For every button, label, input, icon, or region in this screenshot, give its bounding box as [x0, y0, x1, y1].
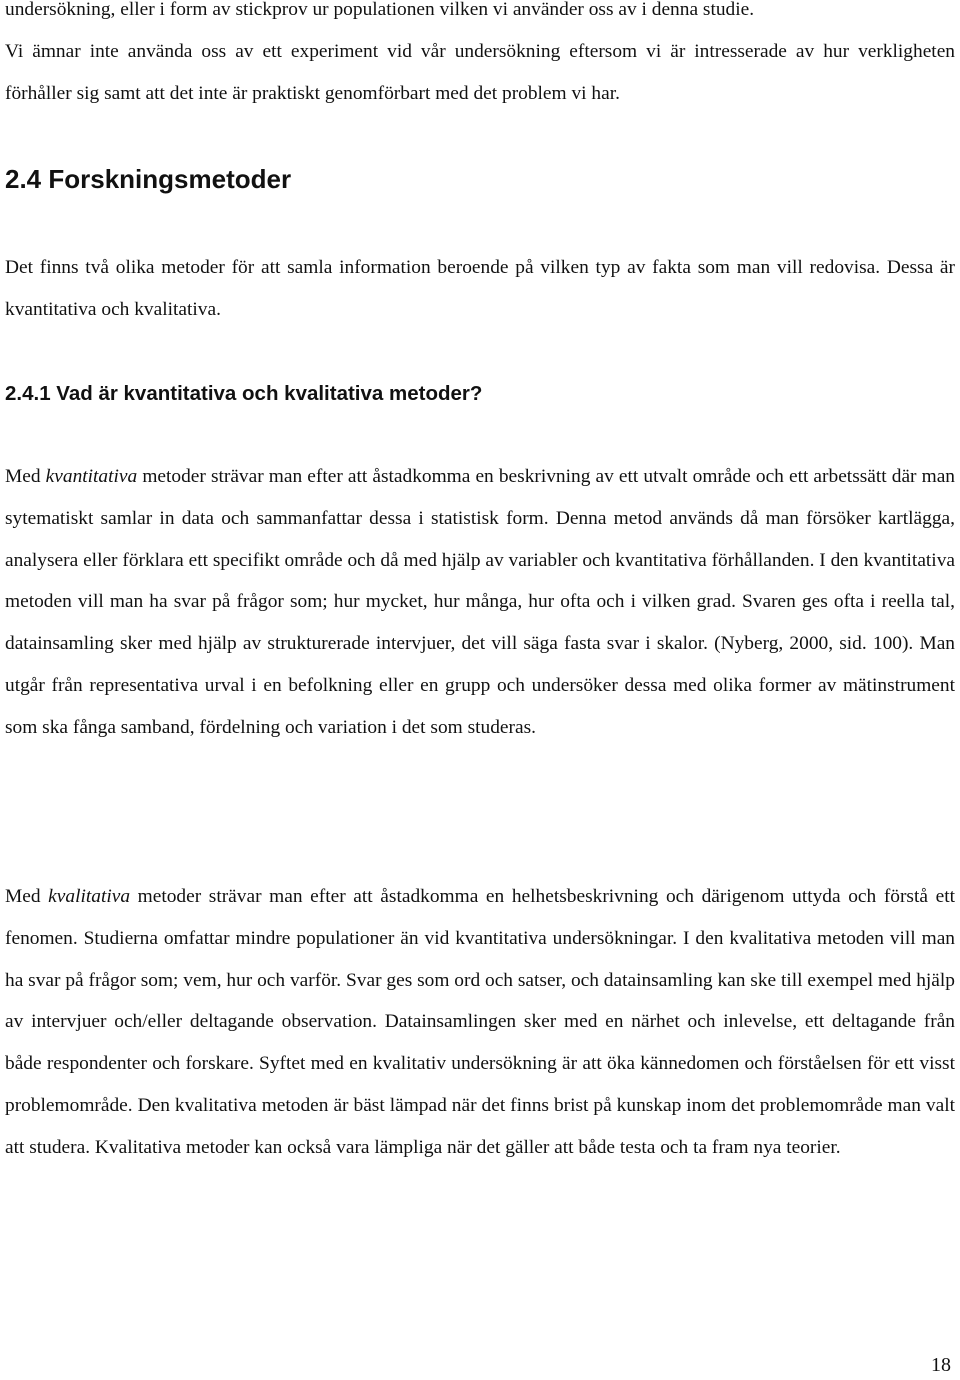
- quant-lead: Med: [5, 466, 41, 487]
- quantitative-paragraph: [5, 456, 955, 749]
- methods-paragraph: Det finns två olika metoder för att samla information beroende på vilken typ av fakta som man vill redovisa. Dessa är kvantitativa och kvalitativa.: [5, 257, 955, 320]
- quant-text: metoder strävar man efter att åstadkomma en beskrivning av ett utvalt område och ett arbetssätt där man sytematiskt samlar in data och sammanfattar dessa i statistisk form. Denna metod används då man försöker kartlägga, analysera eller förklara ett specifikt område och då med hjälp av variabler och kvantitativa förhållanden. I den kvantitativa metoden vill man ha svar på frågor som; hur mycket, hur många, hur ofta och i vilken grad. Svaren ges ofta i reella tal, datainsamling sker med hjälp av strukturerade intervjuer, det vill säga fasta svar i skalor. (Nyberg, 2000, sid. 100). Man utgår från representativa urval i en befolkning eller en grupp och undersöker dessa med olika former av mätinstrument som ska fånga samband, fördelning och variation i det som studeras.: [5, 466, 955, 738]
- intro-line-1: undersökning, eller i form av stickprov ur populationen vilken vi använder oss av i denna studie.: [5, 0, 755, 20]
- quant-term: kvantitativa: [45, 466, 138, 487]
- document-page: [5, 0, 955, 1380]
- intro-paragraph: [5, 0, 955, 114]
- qual-lead: Med: [5, 886, 41, 907]
- intro-line-2-3: Vi ämnar inte använda oss av ett experiment vid vår undersökning eftersom vi är intresserade av hur verkligheten förhåller sig samt att det inte är praktiskt genomförbart med det problem vi har.: [5, 40, 955, 104]
- qual-term: kvalitativa: [48, 886, 131, 907]
- qual-text: metoder strävar man efter att åstadkomma en helhetsbeskrivning och därigenom uttyda och förstå ett fenomen. Studierna omfattar mindre populationer än vid kvantitativa undersökningar. I den kvalitativa metoden vill man ha svar på frågor som; vem, hur och varför. Svar ges som ord och satser, och datainsamling kan ske till exempel med hjälp av intervjuer och/eller deltagande observation. Datainsamlingen sker med en närhet och inlevelse, ett deltagande från både respondenter och forskare. Syftet med en kvalitativ undersökning är att öka kännedomen och förståelsen för ett visst problemområde. Den kvalitativa metoden är bäst lämpad när det finns brist på kunskap inom det problemområde man valt att studera. Kvalitativa metoder kan också vara lämpliga när det gäller att både testa och ta fram nya teorier.: [5, 886, 955, 1158]
- page-number: 18: [931, 1354, 951, 1376]
- qualitative-paragraph: [5, 876, 955, 1169]
- subsection-heading: 2.4.1 Vad är kvantitativa och kvalitativa metoder?: [5, 382, 483, 405]
- section-heading: 2.4 Forskningsmetoder: [5, 164, 292, 194]
